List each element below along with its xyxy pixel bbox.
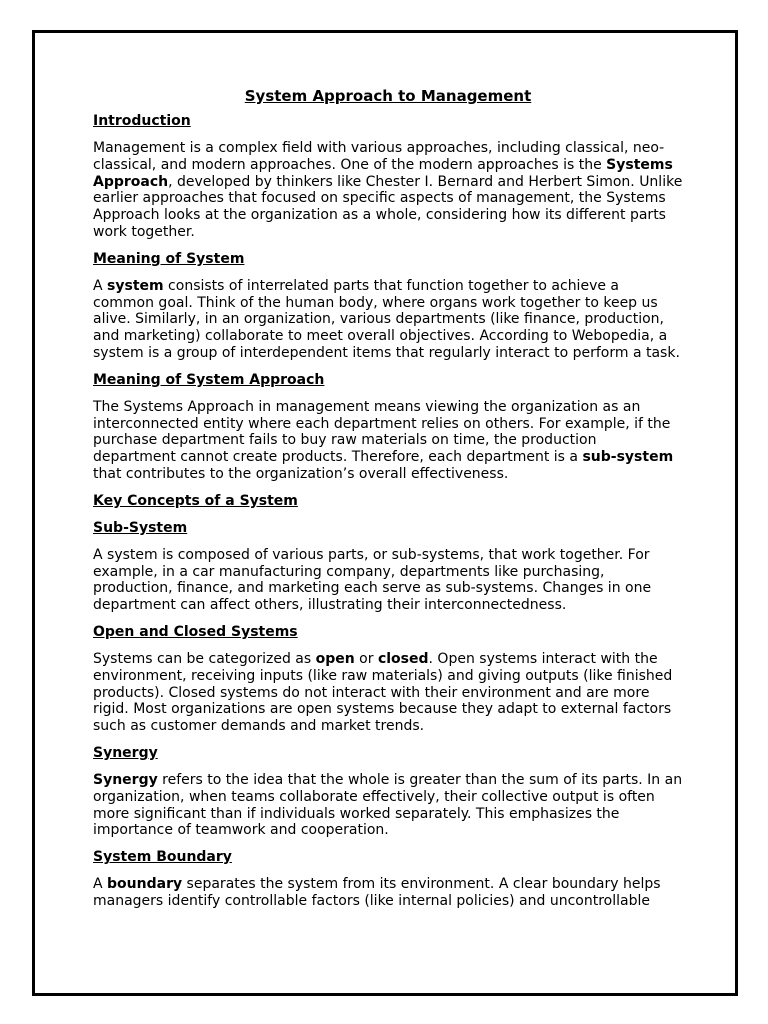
document-body bbox=[93, 86, 683, 920]
bold-term-sub-system: sub-system bbox=[582, 449, 674, 466]
text-run: A bbox=[93, 876, 108, 893]
paragraph-system-boundary bbox=[93, 876, 683, 910]
text-run: refers to the idea that the whole is greater than the sum of its parts. In an organization, when teams collaborate effectively, their collective output is often more significant than if individuals worked separately. This emphasizes the importance of teamwork and cooperation. bbox=[93, 771, 683, 839]
heading-meaning-of-system: Meaning of System bbox=[93, 250, 245, 267]
bold-term-systems-approach: Systems Approach bbox=[93, 156, 673, 190]
text-run: Management is a complex field with various approaches, including classical, neo-classical, and modern approaches. One of the modern approaches is the bbox=[93, 140, 665, 173]
paragraph-introduction bbox=[93, 140, 683, 241]
heading-sub-system: Sub-System bbox=[93, 519, 188, 536]
paragraph-open-closed-systems bbox=[93, 651, 683, 735]
heading-synergy: Synergy bbox=[93, 744, 158, 761]
heading-system-boundary: System Boundary bbox=[93, 849, 232, 866]
text-run: . Open systems interact with the environment, receiving inputs (like raw materials) and giving outputs (like finished products). Closed systems do not interact with their environment and are more rigid. Most organizations are open systems because they adapt to external factors such as customer demands and market trends. bbox=[93, 650, 673, 735]
text-run: A bbox=[93, 277, 108, 294]
text-run: Systems can be categorized as bbox=[93, 650, 316, 667]
text-run: The Systems Approach in management means viewing the organization as an interconnected entity where each department relies on others. For example, if the purchase department fails to buy raw materials on time, the production department cannot create products. Therefore, each department is a bbox=[93, 398, 671, 466]
heading-open-closed-systems: Open and Closed Systems bbox=[93, 623, 298, 640]
paragraph-meaning-of-system bbox=[93, 278, 683, 362]
text-run: , developed by thinkers like Chester I. Bernard and Herbert Simon. Unlike earlier approaches that focused on specific aspects of management, the Systems Approach looks at the organization as a whole, considering how its different parts work together. bbox=[93, 173, 683, 240]
bold-term-open: open bbox=[315, 650, 355, 667]
bold-term-synergy: Synergy bbox=[93, 771, 158, 788]
text-run: that contributes to the organization’s overall effectiveness. bbox=[93, 465, 509, 482]
paragraph-sub-system: A system is composed of various parts, or sub-systems, that work together. For example, in a car manufacturing company, departments like purchasing, production, finance, and marketing each serve as sub-systems. Changes in one department can affect others, illustrating their interconnectedness. bbox=[93, 546, 652, 614]
document-title: System Approach to Management bbox=[244, 87, 532, 105]
bold-term-boundary: boundary bbox=[107, 876, 183, 893]
heading-key-concepts: Key Concepts of a System bbox=[93, 492, 298, 509]
paragraph-meaning-of-system-approach bbox=[93, 399, 683, 483]
paragraph-synergy bbox=[93, 772, 683, 839]
text-run: or bbox=[354, 650, 378, 667]
bold-term-closed: closed bbox=[377, 650, 429, 667]
heading-meaning-of-system-approach: Meaning of System Approach bbox=[93, 371, 325, 388]
heading-introduction: Introduction bbox=[93, 113, 191, 129]
bold-term-system: system bbox=[107, 277, 164, 294]
text-run: consists of interrelated parts that function together to achieve a common goal. Think of the human body, where organs work together to keep us alive. Similarly, in an organization, various departments (like finance, production, and marketing) collaborate to meet overall objectives. According to Webopedia, a system is a group of interdependent items that regularly interact to perform a task. bbox=[93, 277, 680, 361]
text-run: separates the system from its environment. A clear boundary helps managers identify controllable factors (like internal policies) and uncontrollable bbox=[93, 876, 661, 909]
